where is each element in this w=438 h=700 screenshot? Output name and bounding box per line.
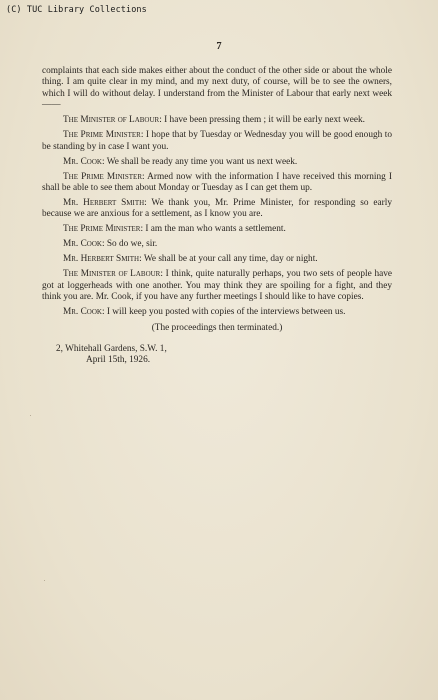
- paragraph: [42, 130, 392, 153]
- speaker-name: Mr. Cook: [63, 239, 102, 250]
- speaker-name: The Minister of Labour: [63, 115, 160, 126]
- speech-text: : We shall be at your call any time, day or night.: [139, 254, 318, 265]
- paper-speck: [44, 580, 45, 581]
- paragraph: [42, 224, 392, 235]
- speech-text: : I am the man who wants a settlement.: [140, 224, 286, 235]
- speech-text: : We thank you, Mr. Prime Minister, for responding so early because we are anxious for a settlement, as I know you are.: [42, 198, 393, 220]
- paragraph: [42, 307, 392, 318]
- closing-note: (The proceedings then terminated.): [151, 322, 283, 333]
- paragraph: [42, 254, 392, 265]
- speaker-name: Mr. Herbert Smith: [63, 254, 140, 265]
- speech-text: : We shall be ready any time you want us next week.: [101, 156, 298, 167]
- page-number: 7: [216, 41, 222, 52]
- paragraph: [42, 239, 392, 250]
- speech-text: : I have been pressing them ; it will be early next week.: [159, 115, 365, 126]
- speech-text: : I think, quite naturally perhaps, you two sets of people have got at loggerheads with one another. You may think they are spoiling for a fight, and they think you are. Mr. Cook, if you have any further meetings I should like to have copies.: [42, 269, 392, 303]
- paragraph: [42, 115, 392, 126]
- speaker-name: Mr. Herbert Smith: [63, 198, 145, 209]
- paragraph-text: complaints that each side makes either about the conduct of the other side or about the whole thing. I am quite clear in my mind, and my next duty, of course, will be to see the owners, which I will do without delay. I understand from the Minister of Labour that early next week——: [42, 66, 392, 111]
- paragraph: [42, 269, 392, 303]
- speaker-name: The Prime Minister: [63, 130, 141, 141]
- date-line: April 15th, 1926.: [86, 355, 151, 366]
- transcript-body: [42, 66, 392, 366]
- address-line: 2, Whitehall Gardens, S.W. 1,: [56, 344, 167, 355]
- paragraph: [42, 66, 392, 112]
- speaker-name: The Prime Minister: [63, 224, 141, 235]
- paper-speck: [30, 415, 31, 416]
- speech-text: : Armed now with the information I have received this morning I shall be able to see them about Monday or Tuesday as I can get them up.: [42, 171, 392, 194]
- speaker-name: Mr. Cook: [63, 156, 102, 167]
- speaker-name: The Minister of Labour: [63, 269, 161, 280]
- speech-text: : I will keep you posted with copies of the interviews between us.: [101, 307, 346, 318]
- paragraph: [42, 157, 392, 168]
- copyright-watermark: (C) TUC Library Collections: [6, 5, 147, 15]
- speaker-name: The Prime Minister: [63, 171, 142, 182]
- address-block: [56, 344, 392, 366]
- speech-text: : So do we, sir.: [101, 239, 158, 250]
- speech-text: : I hope that by Tuesday or Wednesday you will be good enough to be standing by in case I want you.: [42, 130, 393, 152]
- paragraph: [42, 198, 392, 221]
- paragraph: [42, 172, 392, 195]
- speaker-name: Mr. Cook: [63, 307, 102, 318]
